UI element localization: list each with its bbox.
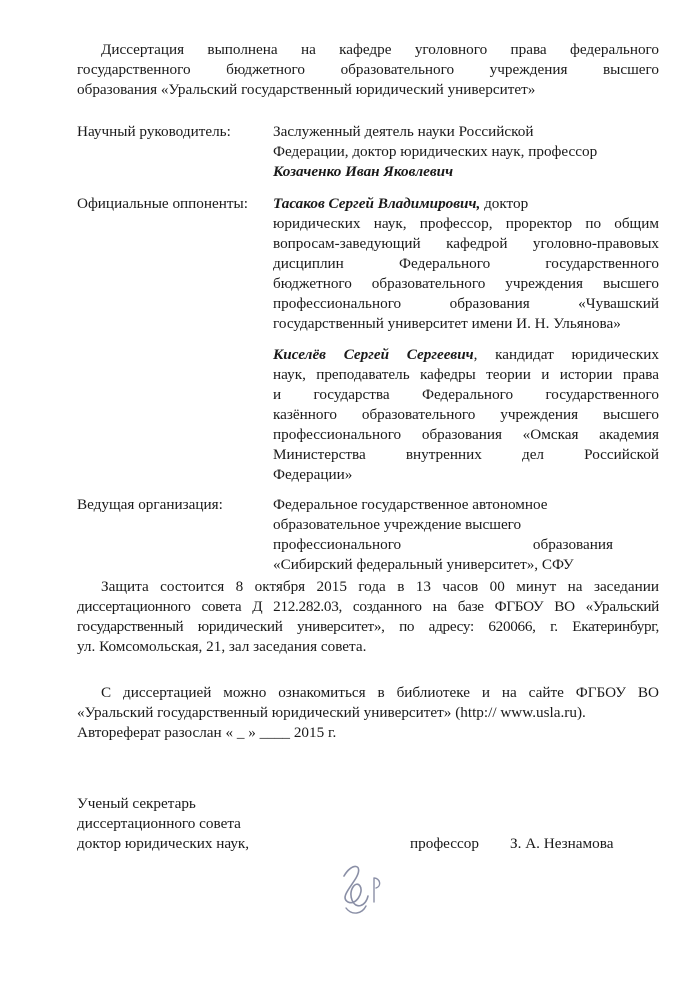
defense-line: Защита состоится 8 октября 2015 года в 13 часов 00 минут на заседании	[101, 578, 659, 595]
intro-line: образования «Уральский государственный юридический университет»	[77, 81, 536, 98]
opponent-2-line: профессионального образования «Омская академия	[273, 426, 659, 443]
opponent-1-line: бюджетного образовательного учреждения высшего	[273, 275, 659, 292]
opponent-2-name: Киселёв Сергей Сергеевич	[273, 346, 474, 363]
secretary-council: диссертационного совета	[77, 815, 241, 832]
defense-line: государственный юридический университет», по адресу: 620066, г. Екатеринбург,	[77, 618, 659, 635]
opponent-1-name: Тасаков Сергей Владимирович,	[273, 195, 481, 212]
intro-paragraph	[77, 40, 659, 100]
secretary-rank: профессор	[410, 835, 479, 852]
opponent-1-line: дисциплин Федерального государственного	[273, 255, 659, 272]
defense-line: ул. Комсомольская, 21, зал заседания совета.	[77, 638, 367, 655]
opponent-2-line: Федерации»	[273, 466, 353, 483]
secretary-name: З. А. Незнамова	[510, 835, 614, 852]
handwritten-signature	[330, 856, 400, 932]
leading-org-details	[273, 495, 613, 575]
secretary-title: Ученый секретарь	[77, 795, 196, 812]
leading-org-line: образовательное учреждение высшего	[273, 516, 522, 533]
intro-line: государственного бюджетного образовательного учреждения высшего	[77, 61, 659, 78]
library-paragraph	[77, 683, 659, 743]
opponent-1-line: профессионального образования «Чувашский	[273, 295, 659, 312]
defense-paragraph	[77, 577, 659, 657]
supervisor-line: Заслуженный деятель науки Российской	[273, 123, 534, 140]
opponent-2-degree: , кандидат юридических	[473, 346, 659, 363]
opponent-1-line: вопросам-заведующий кафедрой уголовно-правовых	[273, 235, 659, 252]
supervisor-label: Научный руководитель:	[77, 123, 231, 140]
leading-org-label: Ведущая организация:	[77, 496, 223, 513]
opponent-2-line: и государства Федерального государственного	[273, 386, 659, 403]
leading-org-line: Федеральное государственное автономное	[273, 496, 548, 513]
library-line: С диссертацией можно ознакомиться в библиотеке и на сайте ФГБОУ ВО	[101, 684, 659, 701]
intro-line: Диссертация выполнена на кафедре уголовного права федерального	[101, 41, 659, 58]
leading-org-line: профессионального образования	[273, 536, 613, 553]
supervisor-name: Козаченко Иван Яковлевич	[273, 163, 454, 180]
secretary-degree: доктор юридических наук,	[77, 835, 250, 852]
opponent-1-degree: доктор	[480, 195, 529, 212]
opponent-2-line: казённого образовательного учреждения высшего	[273, 406, 659, 423]
leading-org-line: «Сибирский федеральный университет», СФУ	[273, 556, 574, 573]
opponent-2-line: Министерства внутренних дел Российской	[273, 446, 659, 463]
opponent-2-line: наук, преподаватель кафедры теории и истории права	[273, 366, 659, 383]
defense-line: диссертационного совета Д 212.282.03, созданного на базе ФГБОУ ВО «Уральский	[77, 598, 659, 615]
opponents-label: Официальные оппоненты:	[77, 195, 248, 212]
supervisor-line: Федерации, доктор юридических наук, профессор	[273, 143, 598, 160]
opponent-1-line: юридических наук, профессор, проректор по общим	[273, 215, 659, 232]
mailing-date: Автореферат разослан « _ » ____ 2015 г.	[77, 724, 337, 741]
opponent-1-line: государственный университет имени И. Н. Ульянова»	[273, 315, 621, 332]
supervisor-details	[273, 122, 659, 182]
library-line: «Уральский государственный юридический университет» (http:// www.usla.ru).	[77, 704, 586, 721]
opponent-2	[273, 345, 659, 485]
opponent-1	[273, 194, 659, 334]
signature-icon	[330, 856, 400, 926]
